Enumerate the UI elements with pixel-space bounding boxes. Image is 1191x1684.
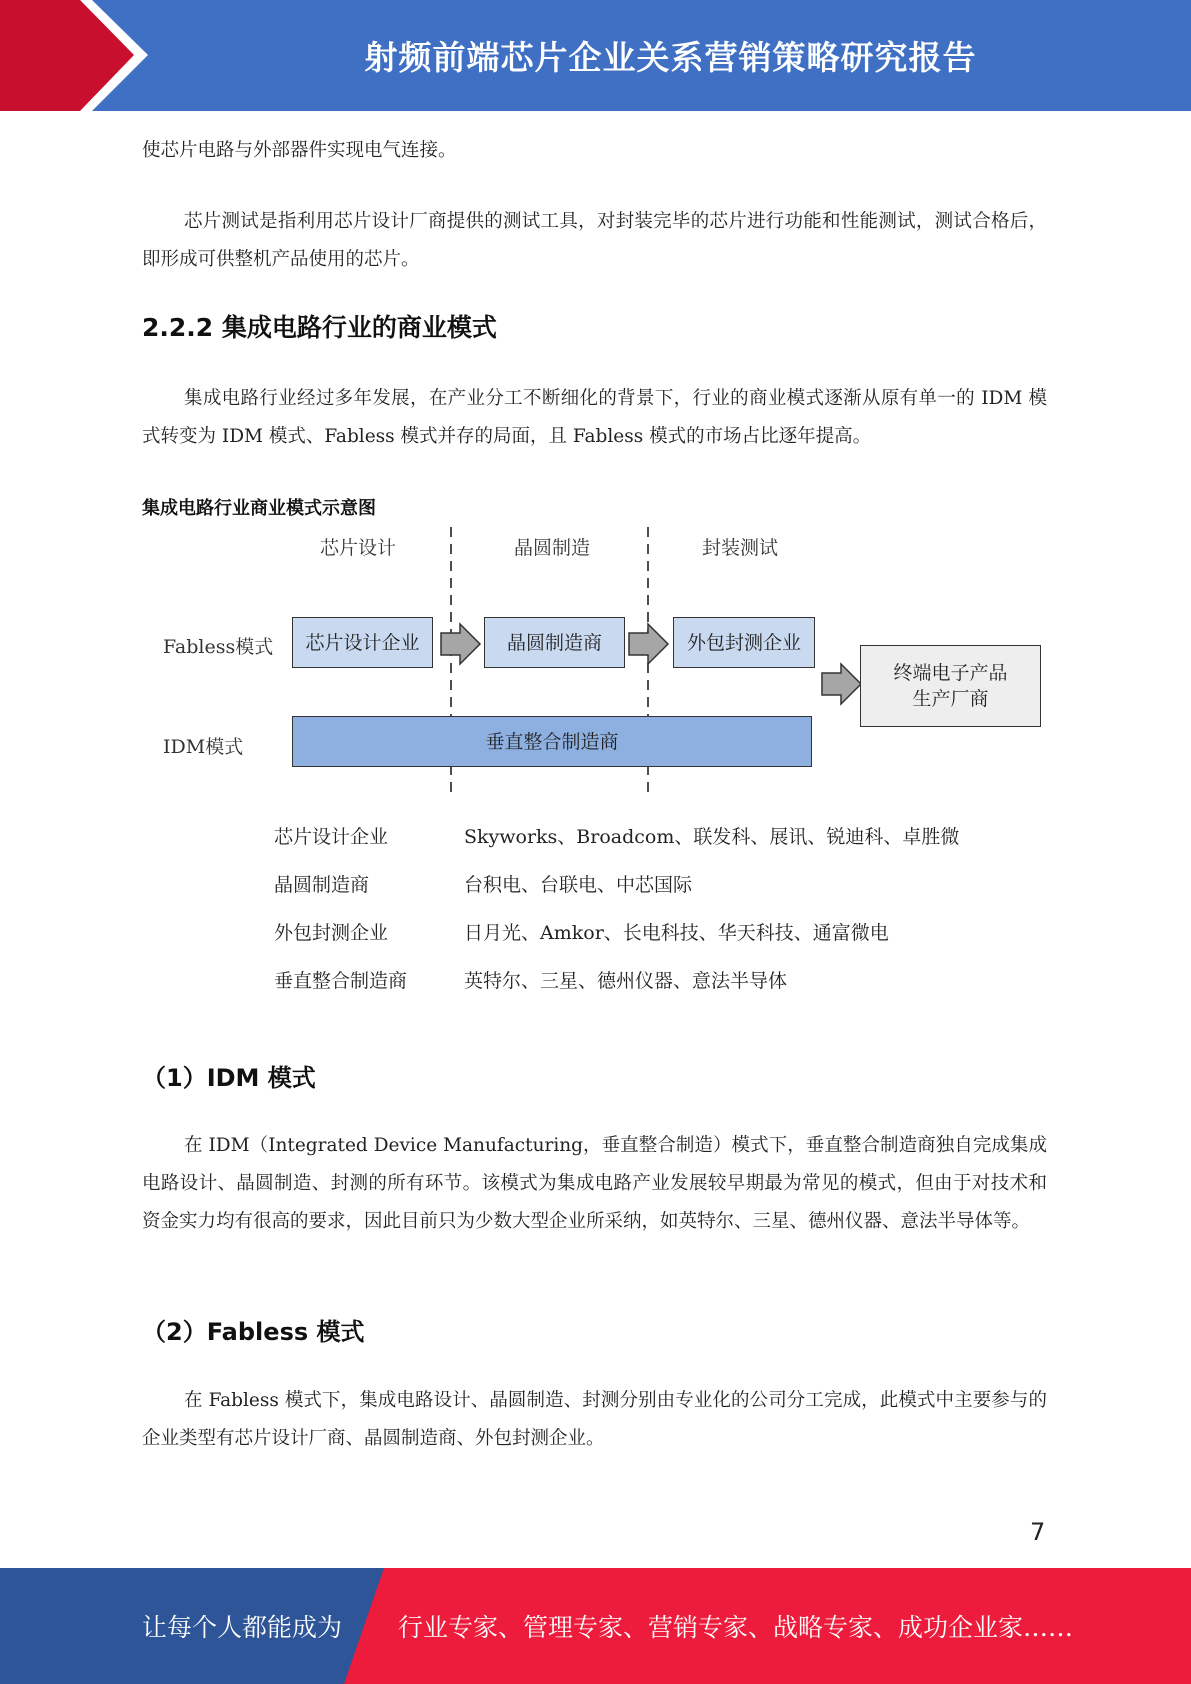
page-number: 7 bbox=[1030, 1518, 1046, 1546]
paragraph-idm: 在 IDM（Integrated Device Manufacturing，垂直整合制造）模式下，垂直整合制造商独自完成集成电路设计、晶圆制造、封测的所有环节。该模式为集成电路产业发展较早期最为常见的模式，但由于对技术和资金实力均有很高的要求，因此目前只为少数大型企业所采纳，如英特尔、三星、德州仪器、意法半导体等。 bbox=[142, 1135, 1047, 1232]
box-wafer-fab: 晶圆制造商 bbox=[484, 617, 625, 668]
box-osat: 外包封测企业 bbox=[673, 617, 815, 668]
legend-value: 台积电、台联电、中芯国际 bbox=[464, 874, 693, 896]
paragraph-fabless: 在 Fabless 模式下，集成电路设计、晶圆制造、封测分别由专业化的公司分工完成，此模式中主要参与的企业类型有芯片设计厂商、晶圆制造商、外包封测企业。 bbox=[142, 1390, 1047, 1449]
legend-value: 日月光、Amkor、长电科技、华天科技、通富微电 bbox=[464, 922, 889, 944]
header-chevron-graphic bbox=[0, 0, 160, 111]
footer-slogan-left: 让每个人都能成为 bbox=[142, 1613, 343, 1642]
legend-row bbox=[274, 822, 959, 849]
legend-key: 垂直整合制造商 bbox=[274, 970, 408, 992]
document-title: 射频前端芯片企业关系营销策略研究报告 bbox=[364, 38, 977, 77]
column-heading-design: 芯片设计 bbox=[320, 537, 397, 559]
box-chip-design-company: 芯片设计企业 bbox=[292, 617, 433, 668]
footer-slogan-right: 行业专家、管理专家、营销专家、战略专家、成功企业家…… bbox=[398, 1613, 1074, 1642]
legend-key: 芯片设计企业 bbox=[274, 826, 389, 848]
end-box-line-1: 终端电子产品 bbox=[893, 662, 1008, 684]
page-footer bbox=[0, 1568, 1191, 1684]
column-heading-packaging: 封装测试 bbox=[702, 537, 779, 559]
legend-row bbox=[274, 870, 692, 897]
legend-value: Skyworks、Broadcom、联发科、展讯、锐迪科、卓胜微 bbox=[464, 826, 960, 848]
legend-key: 外包封测企业 bbox=[274, 922, 389, 944]
legend-row bbox=[274, 918, 889, 945]
legend-value: 英特尔、三星、德州仪器、意法半导体 bbox=[464, 970, 788, 992]
row-label-idm: IDM模式 bbox=[163, 736, 244, 758]
arrow-right-icon bbox=[822, 664, 861, 704]
figure-caption: 集成电路行业商业模式示意图 bbox=[142, 498, 376, 519]
paragraph-continuation: 使芯片电路与外部器件实现电气连接。 bbox=[142, 140, 457, 161]
column-heading-fab: 晶圆制造 bbox=[514, 537, 591, 559]
subsection-heading-idm: （1）IDM 模式 bbox=[142, 1064, 316, 1092]
arrow-right-icon bbox=[441, 624, 480, 664]
paragraph-chip-testing: 芯片测试是指利用芯片设计厂商提供的测试工具，对封装完毕的芯片进行功能和性能测试，测试合格后，即形成可供整机产品使用的芯片。 bbox=[142, 211, 1047, 270]
end-box-line-2: 生产厂商 bbox=[912, 688, 989, 710]
legend-row bbox=[274, 966, 787, 993]
subsection-heading-fabless: （2）Fabless 模式 bbox=[142, 1318, 365, 1346]
box-end-product-maker bbox=[860, 645, 1041, 727]
arrow-right-icon bbox=[629, 624, 668, 664]
paragraph-business-model-intro: 集成电路行业经过多年发展，在产业分工不断细化的背景下，行业的商业模式逐渐从原有单一的 IDM 模式转变为 IDM 模式、Fabless 模式并存的局面，且 Fabless 模式的市场占比逐年提高。 bbox=[142, 388, 1047, 447]
page-header bbox=[0, 0, 1191, 111]
row-label-fabless: Fabless模式 bbox=[163, 636, 274, 658]
box-idm-manufacturer: 垂直整合制造商 bbox=[292, 716, 812, 767]
legend-key: 晶圆制造商 bbox=[274, 874, 370, 896]
section-heading: 2.2.2 集成电路行业的商业模式 bbox=[142, 313, 497, 342]
